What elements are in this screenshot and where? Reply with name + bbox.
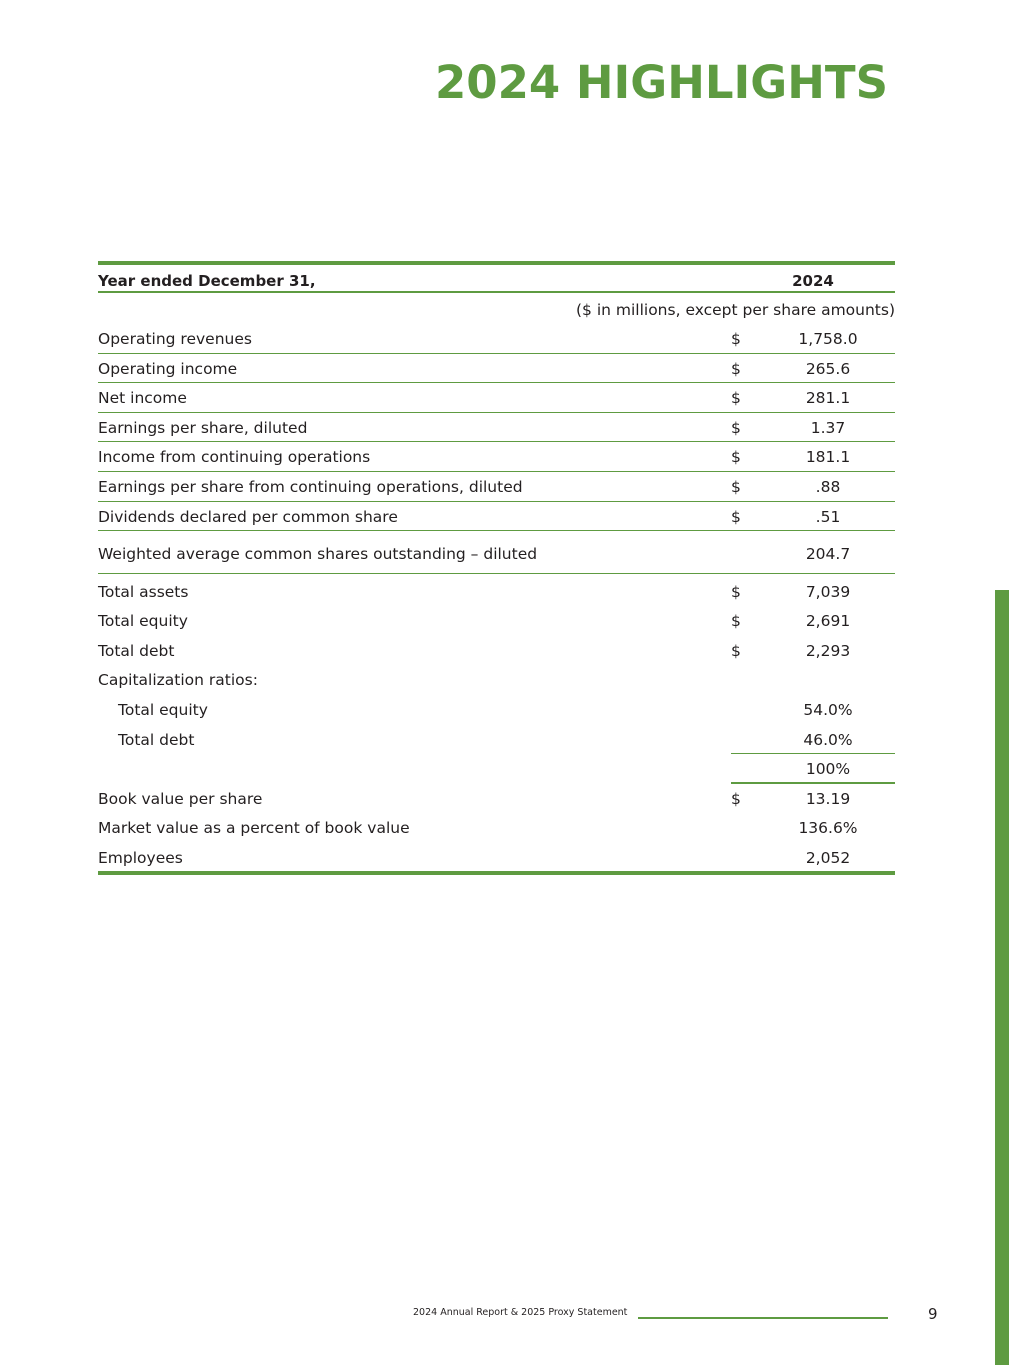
page-number: 9	[928, 1305, 938, 1323]
side-accent-bar	[995, 590, 1009, 1365]
row-label: Capitalization ratios:	[98, 671, 258, 690]
row-label: Earnings per share, diluted	[98, 418, 308, 437]
row-label: Total assets	[98, 583, 189, 602]
row-label: Weighted average common shares outstanding – diluted	[98, 545, 538, 564]
table-row	[98, 813, 895, 843]
table-row	[98, 636, 895, 666]
row-value: 281.1	[805, 389, 851, 408]
table-row	[98, 383, 895, 413]
row-value: 136.6%	[798, 819, 858, 838]
row-label: Dividends declared per common share	[98, 507, 398, 526]
row-value: .51	[815, 507, 841, 526]
table-row	[98, 324, 895, 354]
table-row	[98, 442, 895, 472]
table-row	[98, 695, 895, 725]
row-value: 100%	[805, 760, 851, 779]
units-note-row	[98, 293, 895, 324]
currency-symbol: $	[731, 612, 741, 631]
table-row	[98, 413, 895, 443]
row-value: 1,758.0	[798, 330, 858, 348]
row-value: 7,039	[805, 583, 851, 602]
row-label: Earnings per share from continuing operations, diluted	[98, 477, 523, 496]
units-note: ($ in millions, except per share amounts)	[575, 301, 895, 319]
row-value: 204.7	[805, 545, 851, 564]
table-row	[98, 665, 895, 695]
row-label: Operating revenues	[98, 330, 252, 348]
footer-rule	[638, 1317, 888, 1319]
row-value: 1.37	[810, 418, 846, 437]
currency-symbol: $	[731, 789, 741, 808]
table-row	[98, 354, 895, 384]
table-row	[98, 754, 895, 784]
table-row	[98, 502, 895, 532]
table-row	[98, 472, 895, 502]
page-title: 2024 HIGHLIGHTS	[434, 56, 888, 109]
row-label: Market value as a percent of book value	[98, 819, 410, 838]
row-label: Book value per share	[98, 789, 263, 808]
currency-symbol: $	[731, 477, 741, 496]
table-row	[98, 606, 895, 636]
row-value: .88	[815, 477, 841, 496]
row-value: 13.19	[805, 789, 851, 808]
header-label: Year ended December 31,	[98, 272, 316, 290]
currency-symbol: $	[731, 641, 741, 660]
currency-symbol: $	[731, 330, 741, 348]
footer-text: 2024 Annual Report & 2025 Proxy Statement	[413, 1307, 628, 1318]
row-value: 265.6	[805, 359, 851, 378]
table-row	[98, 531, 895, 574]
currency-symbol: $	[731, 418, 741, 437]
row-value: 54.0%	[803, 700, 853, 719]
currency-symbol: $	[731, 507, 741, 526]
table-row	[98, 725, 895, 755]
highlights-table	[98, 261, 895, 875]
row-value: 2,293	[805, 641, 851, 660]
row-value: 181.1	[805, 448, 851, 467]
row-value: 2,691	[805, 612, 851, 631]
row-label: Net income	[98, 389, 187, 408]
table-row	[98, 784, 895, 814]
row-label: Operating income	[98, 359, 238, 378]
currency-symbol: $	[731, 359, 741, 378]
header-year: 2024	[792, 272, 834, 290]
table-bottom-rule	[98, 871, 895, 875]
row-label: Total debt	[118, 730, 195, 749]
currency-symbol: $	[731, 448, 741, 467]
row-label: Total equity	[98, 612, 188, 631]
row-value: 46.0%	[803, 730, 853, 749]
table-row	[98, 843, 895, 871]
table-row	[98, 574, 895, 606]
currency-symbol: $	[731, 583, 741, 602]
table-header-row	[98, 265, 895, 293]
row-value: 2,052	[805, 848, 851, 867]
row-label: Total equity	[118, 700, 208, 719]
currency-symbol: $	[731, 389, 741, 408]
row-label: Employees	[98, 848, 183, 867]
row-label: Income from continuing operations	[98, 448, 371, 467]
row-label: Total debt	[98, 641, 175, 660]
